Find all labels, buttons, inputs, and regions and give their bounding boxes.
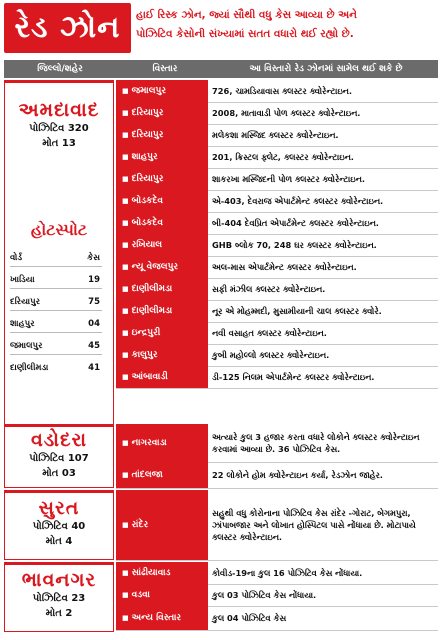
hotspot-cases: 45 [88, 341, 100, 351]
hotspot-ward: દાણીલીમડા [10, 363, 49, 373]
area-name: નાગરવાડા [131, 438, 167, 448]
bullet-icon: ■ [122, 307, 129, 315]
area-row [116, 168, 438, 191]
area-cell [116, 584, 208, 606]
area-description: અત્યારે કુલ 3 હજાર કરતા વધારે લોકોને ક્લસ્ટર ક્વોરેન્ટાઇન કરવામાં આવ્યા છે. 36 પોઝિટિવ કેસ. [212, 432, 420, 454]
bullet-icon: ■ [122, 109, 129, 117]
area-name: વડવા [131, 590, 150, 600]
area-cell [116, 146, 208, 168]
bullet-icon: ■ [122, 521, 129, 529]
area-row [116, 80, 438, 103]
area-description: નવી વસાહત ક્લસ્ટર ક્વોરેન્ટાઇન. [212, 328, 327, 338]
area-cell [116, 190, 208, 212]
area-row [116, 562, 438, 585]
bullet-icon: ■ [122, 439, 129, 447]
area-name: ન્યૂ વેજલપુર [131, 262, 179, 272]
area-cell [116, 344, 208, 366]
bullet-icon: ■ [122, 591, 129, 599]
area-cell [116, 212, 208, 234]
area-cell [116, 462, 208, 488]
bullet-icon: ■ [122, 614, 129, 622]
positive-count: પોઝિટિવ 320 [29, 123, 89, 134]
area-name: જમાલપુર [131, 86, 166, 96]
area-description: કુલ 03 પોઝિટિવ કેસ નોંધાયા. [212, 590, 317, 600]
city-name: વડોદરા [30, 429, 88, 451]
area-name: દરિયાપુર [131, 108, 164, 118]
area-cell [116, 102, 208, 124]
area-name: બોડકદેવ [131, 218, 164, 228]
bullet-icon: ■ [122, 263, 129, 271]
bullet-icon: ■ [122, 219, 129, 227]
area-cell [116, 300, 208, 322]
subtitle-line-2: પોઝિટિવ કેસોની સંખ્યામાં સતત વધારો થઈ રહ્યો છે. [136, 28, 354, 40]
area-description: 726, ચામડિયાવાસ ક્લસ્ટર ક્વોરેન્ટાઇન. [212, 86, 353, 96]
area-cell [116, 562, 208, 584]
area-description: 2008, માતાવાડી પોળ ક્લસ્ટર ક્વોરેન્ટાઇન. [212, 108, 361, 118]
hotspot-title: હોટસ્પોટ [30, 220, 88, 239]
area-description: કોવીડ-19ના કુલ 16 પોઝિટિવ કેસ નોંધાયા. [212, 568, 363, 578]
area-description: સફી મંઝીલ ક્લસ્ટર ક્વોરેન્ટાઇન. [212, 284, 326, 294]
area-row [116, 234, 438, 257]
area-row [116, 146, 438, 169]
area-description: નૂર એ મોહમ્મદી, મુસામીયાની ચાલ ક્લસ્ટર ક્વોરે. [212, 306, 382, 316]
area-description: મલેકશા મસ્જિદ ક્લસ્ટર ક્વોરેન્ટાઇન. [212, 130, 339, 140]
column-area: વિસ્તાર [152, 64, 178, 74]
area-cell [116, 256, 208, 278]
area-description: કુબી મહોલ્લો ક્લસ્ટર ક્વોરેન્ટાઇન. [212, 350, 330, 360]
area-description: એ-403, દેવરાજ એપાર્ટમેન્ટ ક્લસ્ટર ક્વોરેન્ટાઇન. [212, 196, 384, 206]
area-name: સાંઢીયાવાડ [131, 568, 171, 578]
bullet-icon: ■ [122, 471, 129, 479]
divider [10, 288, 102, 289]
area-row [116, 256, 438, 279]
hotspot-ward-label: વોર્ડ [10, 253, 23, 263]
area-cell [116, 606, 208, 630]
area-cell [116, 366, 208, 388]
bullet-icon: ■ [122, 197, 129, 205]
area-row [116, 190, 438, 213]
hotspot-ward: શાહપુર [10, 319, 35, 329]
hotspot-cases: 19 [88, 275, 100, 285]
area-name: ઇન્દ્રપુરી [131, 328, 161, 338]
area-cell [116, 234, 208, 256]
death-count: મોત 13 [42, 138, 76, 149]
area-row [116, 102, 438, 125]
area-description: 22 લોકોને હોમ ક્વોરેન્ટાઇન કર્યા, રેડઝોન જાહેર. [212, 470, 383, 480]
area-cell [116, 490, 208, 560]
area-name: દરિયાપુર [131, 130, 164, 140]
area-cell [116, 424, 208, 462]
area-row [116, 490, 438, 561]
death-count: મોત 2 [45, 608, 73, 619]
hotspot-cases: 41 [88, 363, 100, 373]
column-header-row [4, 60, 438, 78]
divider [10, 332, 102, 333]
city-bhavnagar [4, 562, 114, 632]
area-row [116, 124, 438, 147]
area-cell [116, 278, 208, 300]
positive-count: પોઝિટિવ 107 [29, 453, 89, 464]
area-description: GHB બ્લોક 70, 248 ઘર ક્લસ્ટર ક્વોરેન્ટાઇન. [212, 240, 377, 250]
area-description: 201, ક્રિસ્ટલ ફ્લેટ, ક્લસ્ટર ક્વોરેન્ટાઇન. [212, 152, 354, 162]
footer-strip [0, 632, 441, 640]
bullet-icon: ■ [122, 153, 129, 161]
hotspot-cases-label: કેસ [87, 253, 100, 263]
area-cell [116, 124, 208, 146]
city-name: ભાવનગર [21, 569, 97, 591]
divider [10, 266, 102, 267]
area-name: તાંદલજા [131, 470, 163, 480]
bullet-icon: ■ [122, 351, 129, 359]
subtitle-line-1: હાઈ રિસ્ક ઝોન, જ્યાં સૌથી વધુ કેસ આવ્યા છે અને [136, 9, 357, 21]
area-row [116, 300, 438, 323]
positive-count: પોઝિટિવ 23 [32, 593, 86, 604]
bullet-icon: ■ [122, 285, 129, 293]
red-zone-title: રેડ ઝોન [4, 3, 131, 53]
bullet-icon: ■ [122, 175, 129, 183]
column-description: આ વિસ્તારો રેડ ઝોનમાં સામેલ થઈ શકે છે [249, 64, 403, 74]
area-description: ડી-125 નિલમ એપાર્ટમેન્ટ ક્લસ્ટર ક્વોરેન્ટાઇન. [212, 372, 375, 382]
divider [10, 354, 102, 355]
area-name: રખિયાલ [131, 240, 163, 250]
hotspot-ward: ખાડિયા [10, 275, 35, 285]
area-name: આંબાવાડી [131, 372, 168, 382]
hotspot-ward: દરિયાપુર [10, 297, 41, 307]
area-name: દાણીલીમડા [131, 306, 173, 316]
area-description: અલ-માસ એપાર્ટમેન્ટ ક્લસ્ટર ક્વોરેન્ટાઇન. [212, 262, 357, 272]
area-row [116, 344, 438, 367]
area-row [116, 584, 438, 607]
area-name: કાલુપુર [131, 350, 158, 360]
death-count: મોત 03 [42, 468, 76, 479]
area-description: કુલ 04 પોઝિટિવ કેસ [212, 613, 287, 623]
city-name: અમદાવાદ [18, 99, 100, 121]
area-row [116, 366, 438, 389]
area-name: દરિયાપુર [131, 174, 164, 184]
area-row [116, 278, 438, 301]
bullet-icon: ■ [122, 373, 129, 381]
area-name: રાંદેર [131, 520, 149, 530]
area-name: બોડકદેવ [131, 196, 164, 206]
positive-count: પોઝિટિવ 40 [32, 521, 86, 532]
area-description: શાકરખા મસ્જિદની પોળ ક્લસ્ટર ક્વોરેન્ટાઇન. [212, 174, 365, 184]
area-row [116, 424, 438, 463]
area-cell [116, 80, 208, 102]
city-vadodara [4, 424, 114, 488]
area-description: સહુથી વધુ કોરોનાના પોઝિટિવ કેસ રાંદેર -ગોરાટ, બેગમપુરા, ઝાંપાબજાર અને લોખાત હોસ્પિટલ પાસે નોંધાયા છે. મોટાપાયે ક્લસ્ટર ક્વોરેન્ટાઇન. [212, 508, 416, 542]
header [0, 0, 441, 58]
city-surat [4, 490, 114, 560]
area-name: અન્ય વિસ્તાર [131, 613, 182, 623]
area-row [116, 212, 438, 235]
city-name: સુરત [38, 497, 80, 519]
bullet-icon: ■ [122, 329, 129, 337]
bullet-icon: ■ [122, 241, 129, 249]
hotspot-ward: જમાલપુર [10, 341, 43, 351]
hotspot-cases: 75 [88, 297, 100, 307]
area-cell [116, 322, 208, 344]
area-description: બી-404 દેવપ્રિત એપાર્ટમેન્ટ ક્લસ્ટર ક્વોરેન્ટાઇન. [212, 218, 379, 228]
divider [10, 310, 102, 311]
area-row [116, 606, 438, 631]
area-row [116, 322, 438, 345]
area-cell [116, 168, 208, 190]
area-row [116, 462, 438, 489]
column-district: જિલ્લો/શહેર [37, 64, 83, 74]
bullet-icon: ■ [122, 87, 129, 95]
area-name: શાહપુર [131, 152, 158, 162]
bullet-icon: ■ [122, 569, 129, 577]
death-count: મોત 4 [45, 536, 73, 547]
hotspot-cases: 04 [88, 319, 100, 329]
header-subtitle [136, 6, 436, 44]
area-name: દાણીલીમડા [131, 284, 173, 294]
bullet-icon: ■ [122, 131, 129, 139]
